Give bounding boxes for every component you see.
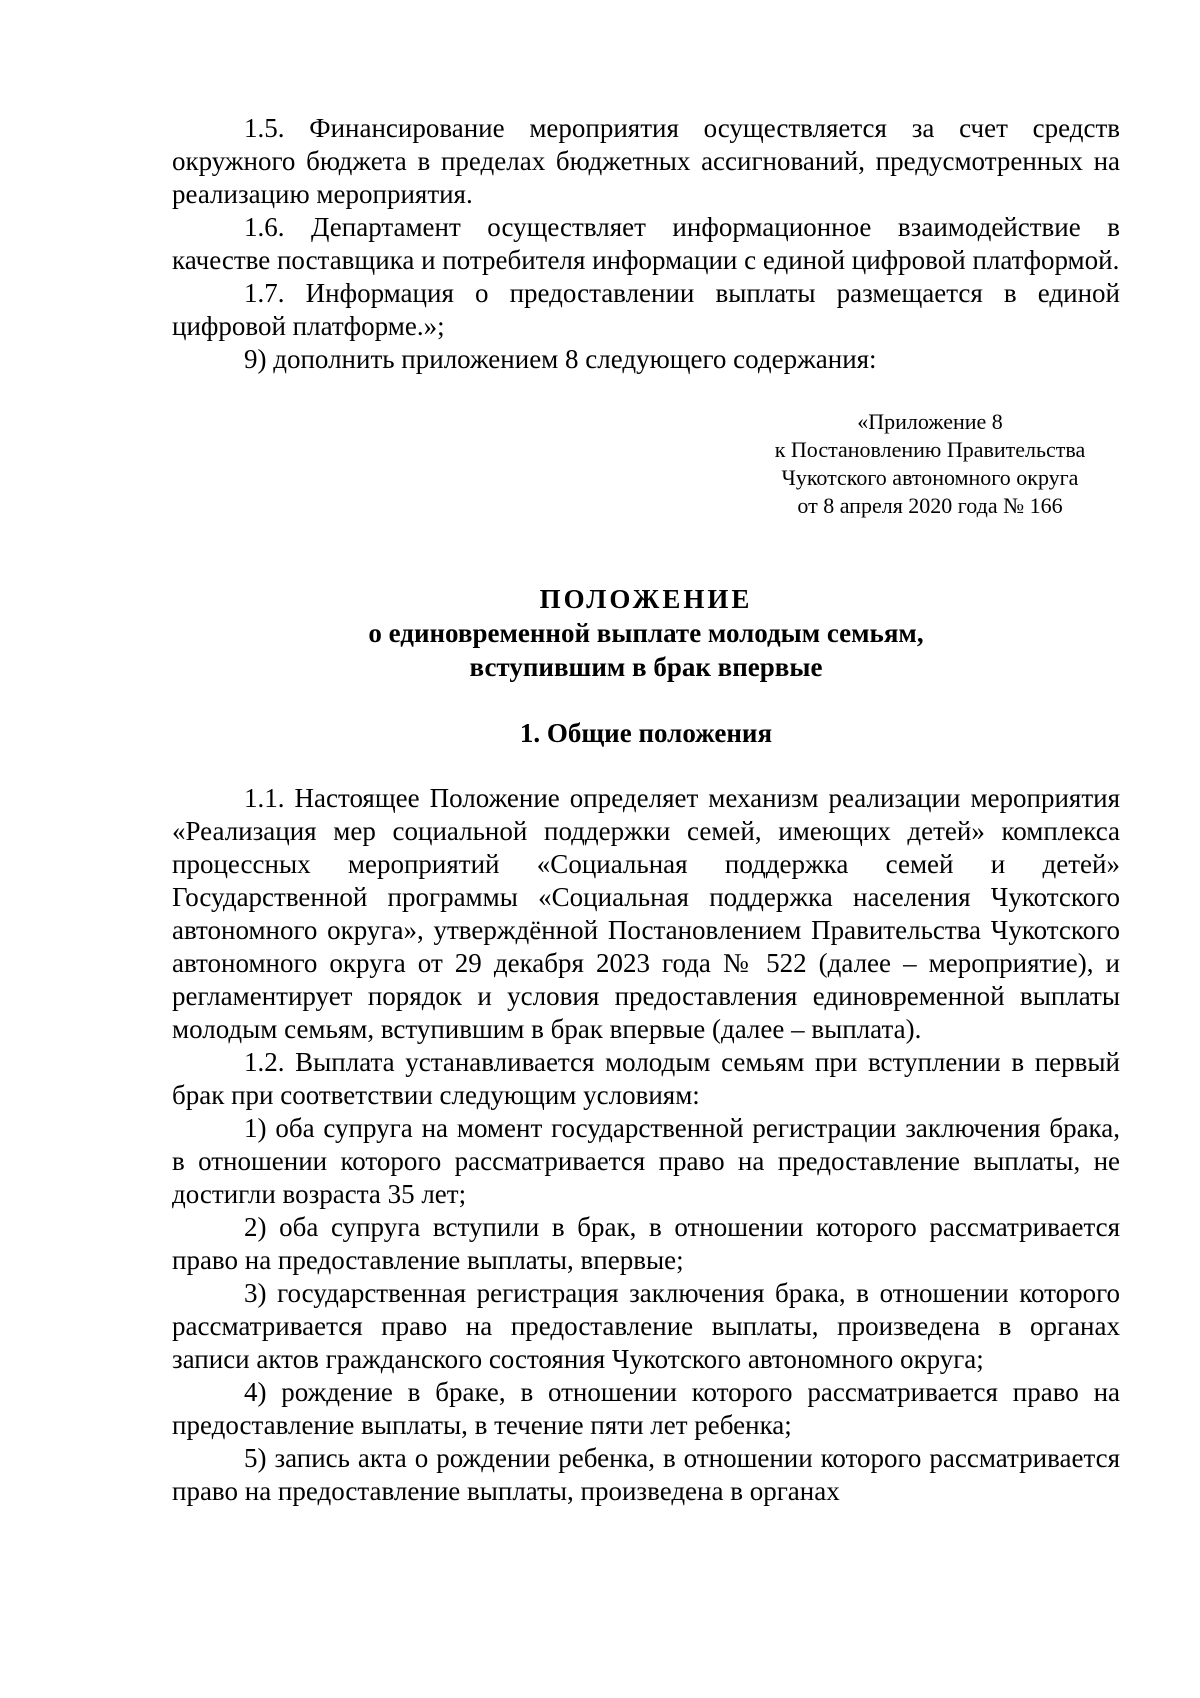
top-text-block: [172, 112, 1120, 376]
appendix-line-3: Чукотского автономного округа: [781, 465, 1079, 490]
condition-1: 1) оба супруга на момент государственной регистрации заключения брака, в отношении которого рассматривается право на предоставление выплаты, не достигли возраста 35 лет;: [172, 1113, 1120, 1209]
condition-3: 3) государственная регистрация заключения брака, в отношении которого рассматривается право на предоставление выплаты, произведена в органах записи актов гражданского состояния Чукотского автономного округа;: [172, 1278, 1120, 1374]
appendix-header: [740, 408, 1120, 520]
paragraph-1-1: 1.1. Настоящее Положение определяет механизм реализации мероприятия «Реализация мер социальной поддержки семей, имеющих детей» комплекса процессных мероприятий «Социальная поддержка семей и детей» Государственной программы «Социальная поддержка населения Чукотского автономного округа», утверждённой Постановлением Правительства Чукотского автономного округа от 29 декабря 2023 года № 522 (далее – мероприятие), и регламентирует порядок и условия предоставления единовременной выплаты молодым семьям, вступившим в брак впервые (далее – выплата).: [172, 783, 1120, 1044]
section-heading: 1. Общие положения: [519, 718, 773, 748]
document-title-block: [172, 582, 1120, 684]
paragraph-1-6: 1.6. Департамент осуществляет информационное взаимодействие в качестве поставщика и потребителя информации с единой цифровой платформой.: [172, 212, 1120, 275]
condition-2: 2) оба супруга вступили в брак, в отношении которого рассматривается право на предоставление выплаты, впервые;: [172, 1212, 1120, 1275]
document-subtitle-line-2: вступившим в брак впервые: [469, 652, 823, 682]
appendix-line-1: «Приложение 8: [857, 409, 1003, 434]
paragraph-item-9: 9) дополнить приложением 8 следующего содержания:: [244, 344, 877, 374]
paragraph-1-2: 1.2. Выплата устанавливается молодым семьям при вступлении в первый брак при соответствии следующим условиям:: [172, 1047, 1120, 1110]
section-body: [172, 782, 1120, 1508]
paragraph-1-5: 1.5. Финансирование мероприятия осуществляется за счет средств окружного бюджета в пределах бюджетных ассигнований, предусмотренных на реализацию мероприятия.: [172, 113, 1120, 209]
condition-5: 5) запись акта о рождении ребенка, в отношении которого рассматривается право на предоставление выплаты, произведена в органах: [172, 1443, 1120, 1506]
appendix-line-2: к Постановлению Правительства: [774, 437, 1086, 462]
condition-4: 4) рождение в браке, в отношении которого рассматривается право на предоставление выплаты, в течение пяти лет ребенка;: [172, 1377, 1120, 1440]
paragraph-1-7: 1.7. Информация о предоставлении выплаты размещается в единой цифровой платформе.»;: [172, 278, 1120, 341]
appendix-line-4: от 8 апреля 2020 года № 166: [797, 493, 1063, 518]
document-subtitle-line-1: о единовременной выплате молодым семьям,: [368, 618, 924, 648]
document-title: ПОЛОЖЕНИЕ: [539, 584, 753, 614]
